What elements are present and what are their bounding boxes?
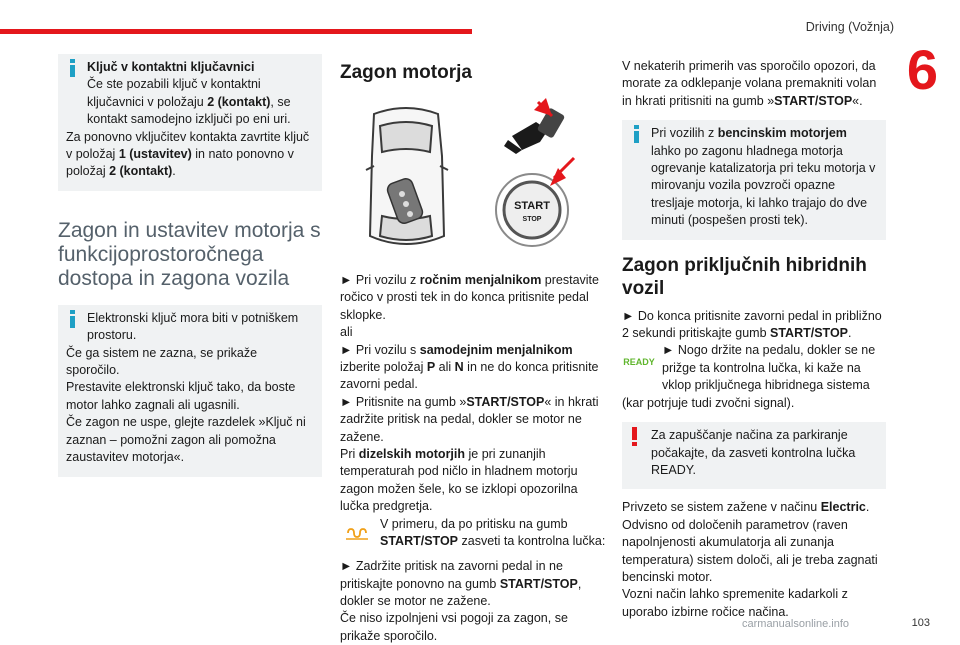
paragraph: V primeru, da po pritisku na gumb START/STOP zasveti ta kontrolna lučka:: [340, 516, 606, 551]
button-bottom-label: STOP: [522, 216, 542, 223]
button-top-label: START: [514, 200, 550, 212]
column-left: [58, 54, 322, 477]
warning-note-ready: [622, 422, 886, 489]
paragraph: ► Do konca pritisnite zavorni pedal in približno 2 sekundi pritiskajte gumb START/STOP.: [622, 308, 882, 341]
start-stop-button-icon: [496, 158, 574, 246]
header-accent-bar: [0, 29, 472, 34]
note-bold: 2 (kontakt): [207, 94, 271, 109]
paragraph: Privzeto se sistem zažene v načinu Electric.: [622, 500, 870, 515]
note-text: Pri vozilih z bencinskim motorjem lahko po zagonu hladnega motorja ogrevanje katalizatorja pri teku motorja v mirovanju vozila povzroči opazne tresljaje motorja, ki lahko trajajo do dve minuti (pospešen prosti tek).: [651, 126, 876, 228]
start-illustration: [340, 96, 606, 256]
ready-label: READY: [623, 357, 655, 368]
chapter-number: 6: [906, 38, 938, 101]
paragraph: ► Pri vozilu z ročnim menjalnikom prestavite ročico v prosti tek in do konca pritisnite pedal sklopke.: [340, 273, 599, 322]
note-text: .: [172, 164, 176, 179]
info-note-electronic-key: [58, 305, 322, 477]
section-heading-keyless: Zagon in ustavitev motorja s funkcijoprostoročnega dostopa in zagona vozila: [58, 218, 321, 290]
section-title: Driving (Vožnja): [805, 20, 894, 34]
info-note-petrol: [622, 120, 886, 239]
note-text: Za zapuščanje načina za parkiranje počakajte, da zasveti kontrolna lučka READY.: [651, 428, 856, 477]
paragraph: READY ► Nogo držite na pedalu, dokler se ne prižge ta kontrolna lučka, ki kaže na vklop priključnega hibridnega sistema (kar potrjuje tudi zvočni signal).: [622, 343, 876, 410]
glow-plug-warning-icon: [340, 519, 374, 556]
section-heading-engine-start: Zagon motorja: [340, 62, 472, 83]
paragraph: Odvisno od določenih parametrov (raven napolnjenosti akumulatorja ali zunanja temperatura) sistem določi, ali je treba zagnati bencinski motor.: [622, 517, 878, 584]
column-right: [622, 58, 886, 621]
paragraph: ali: [340, 325, 353, 340]
note-text: in nato ponovno v položaj: [66, 147, 294, 179]
car-top-view-icon: [366, 108, 448, 244]
info-note-key: [58, 54, 322, 191]
car-key-illustration: [340, 96, 606, 256]
warning-icon: [632, 427, 637, 445]
note-title: Ključ v kontaktni ključavnici: [87, 60, 255, 74]
note-text: Če zagon ne uspe, glejte razdelek »Ključ ni zaznan – pomožni zagon ali pomožna zaustavitev motorja«.: [66, 415, 306, 465]
paragraph: ► Zadržite pritisk na zavorni pedal in ne pritiskajte ponovno na gumb START/STOP, dokler se motor ne zažene.: [340, 559, 582, 608]
paragraph: ► Pritisnite na gumb »START/STOP« in hkrati zadržite pritisk na pedal, dokler se motor ne zažene.: [340, 394, 599, 444]
note-text: Za ponovno vključitev kontakta zavrtite ključ v položaj: [66, 129, 310, 162]
pedal-foot-icon: [504, 98, 565, 154]
paragraph: Vozni način lahko spremenite kadarkoli z uporabo izbirne ročice načina.: [622, 587, 848, 619]
note-text: Elektronski ključ mora biti v potniškem prostoru.: [87, 310, 299, 343]
paragraph: ► Pri vozilu s samodejnim menjalnikom izberite položaj P ali N in ne do konca pritisnite zavorni pedal.: [340, 342, 599, 392]
paragraph: Če niso izpolnjeni vsi pogoji za zagon, se prikaže sporočilo.: [340, 611, 568, 643]
paragraph: Pri dizelskih motorjih je pri zunanjih temperaturah pod ničlo in hladnem motorju zagon možen šele, ko se izklopi opozorilna lučka predgretja.: [340, 447, 578, 514]
page-number: 103: [911, 617, 930, 629]
note-text: , se kontakt samodejno izključi po eni uri.: [87, 94, 291, 127]
note-text: Prestavite elektronski ključ tako, da boste motor lahko zagnali ali ugasnili.: [66, 380, 296, 412]
note-bold: 2 (kontakt): [109, 164, 173, 179]
watermark: carmanualsonline.info: [742, 618, 850, 630]
note-bold: 1 (ustavitev): [118, 147, 192, 162]
ready-indicator-icon: [622, 345, 656, 382]
note-text: Če ga sistem ne zazna, se prikaže sporočilo.: [66, 345, 258, 378]
paragraph: V nekaterih primerih vas sporočilo opozori, da morate za odklepanje volana premakniti volan in hkrati pritisniti na gumb »START/STOP«.: [622, 59, 877, 108]
note-text: Če ste pozabili ključ v kontaktni ključavnici v položaju: [87, 77, 261, 109]
column-middle: [340, 62, 606, 645]
info-icon: [66, 59, 78, 77]
section-heading-hybrid: Zagon priključnih hibridnih vozil: [622, 254, 867, 299]
info-icon: [66, 310, 78, 328]
info-icon: [630, 125, 642, 143]
